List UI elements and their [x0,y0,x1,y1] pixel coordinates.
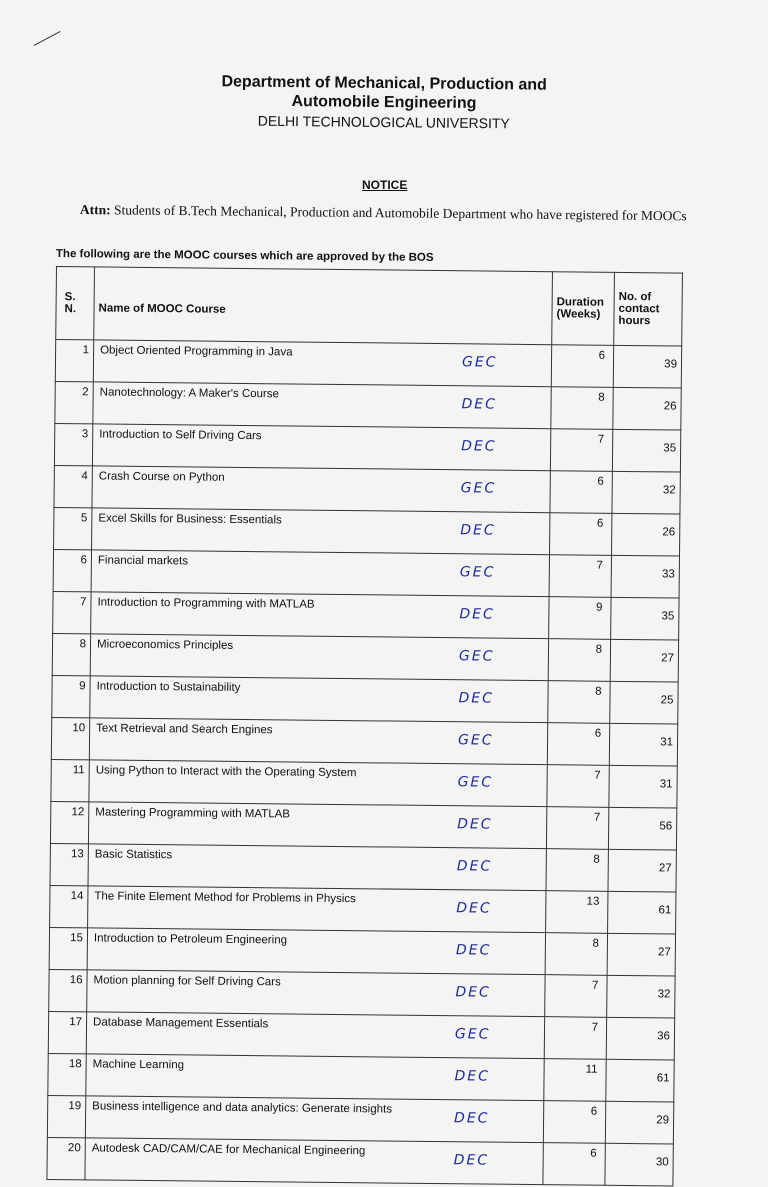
row-duration-weeks: 7 [544,1017,606,1060]
table-row [47,1095,673,1144]
row-contact-hours: 31 [609,765,677,808]
row-course-name-cell [90,634,548,681]
row-category-code: DEC [455,942,492,959]
row-contact-hours: 27 [610,639,678,682]
table-row [50,843,676,892]
row-course-name: Mastering Programming with MATLAB [95,806,291,821]
row-course-name-cell [87,970,545,1017]
row-contact-hours: 35 [611,597,679,640]
lead-text: The following are the MOOC courses which are approved by the BOS [55,248,434,264]
table-row [52,633,678,682]
row-serial-number: 2 [55,381,93,423]
table-header-row [56,267,683,347]
row-duration-weeks: 6 [550,513,612,556]
attention-paragraph [80,203,720,224]
row-category-code: GEC [457,774,494,791]
row-serial-number: 16 [49,969,87,1011]
table-row [50,885,676,934]
row-category-code: GEC [454,1026,491,1043]
row-contact-hours: 32 [607,975,675,1018]
row-course-name: Crash Course on Python [98,470,225,484]
department-title-line-2: Automobile Engineering [291,93,477,112]
row-category-code: DEC [456,858,493,875]
row-contact-hours: 26 [613,387,681,430]
row-serial-number: 9 [52,675,90,717]
table-row [53,591,679,640]
row-category-code: DEC [460,522,496,539]
row-course-name: Excel Skills for Business: Essentials [98,512,282,527]
row-serial-number: 20 [47,1137,85,1179]
row-course-name-cell [88,802,546,849]
table-row [52,675,678,724]
row-serial-number: 5 [54,507,92,549]
row-category-code: GEC [457,732,494,749]
row-serial-number: 8 [52,633,90,675]
row-course-name: Basic Statistics [94,848,173,862]
row-contact-hours: 26 [612,513,680,556]
header-course-name: Name of MOOC Course [94,267,553,345]
row-course-name-cell [93,382,551,429]
row-duration-weeks: 8 [548,681,610,724]
row-serial-number: 3 [54,423,92,465]
table-row [54,423,680,472]
header-sn: S. N. [56,267,95,340]
row-category-code: GEC [461,354,498,371]
row-category-code: DEC [461,396,498,413]
row-serial-number: 11 [51,759,89,801]
row-course-name: Financial markets [97,554,189,568]
table-row [47,1137,673,1186]
row-contact-hours: 31 [609,723,677,766]
row-category-code: DEC [461,438,497,455]
row-course-name: Introduction to Self Driving Cars [99,428,262,443]
pen-tick-mark [34,31,61,46]
row-contact-hours: 33 [611,555,679,598]
mooc-course-table [46,266,683,1187]
row-course-name: Machine Learning [92,1058,185,1072]
row-contact-hours: 32 [612,471,680,514]
mooc-table-container [46,266,682,1187]
row-course-name-cell [87,928,545,975]
row-serial-number: 18 [48,1053,86,1095]
row-category-code: GEC [459,564,496,581]
row-duration-weeks: 8 [548,639,610,682]
row-course-name-cell [91,550,549,597]
row-serial-number: 13 [50,843,88,885]
row-course-name-cell [85,1138,543,1185]
row-course-name: The Finite Element Method for Problems in Physics [94,890,356,906]
row-course-name: Database Management Essentials [93,1016,269,1031]
university-name: DELHI TECHNOLOGICAL UNIVERSITY [257,112,510,132]
row-course-name-cell [86,1054,544,1101]
row-category-code: DEC [453,1152,490,1169]
row-duration-weeks: 7 [547,765,609,808]
row-duration-weeks: 7 [549,555,611,598]
row-duration-weeks: 6 [547,723,609,766]
row-course-name: Introduction to Programming with MATLAB [97,596,315,611]
row-course-name-cell [88,844,546,891]
row-category-code: GEC [458,648,495,665]
row-category-code: GEC [460,480,497,497]
row-category-code: DEC [455,984,491,1001]
row-serial-number: 1 [55,340,93,382]
table-row [48,1053,674,1102]
row-duration-weeks: 13 [546,891,608,934]
table-row [51,717,677,766]
row-contact-hours: 56 [608,807,676,850]
table-row [51,759,677,808]
row-duration-weeks: 8 [551,387,613,430]
row-duration-weeks: 6 [543,1101,605,1144]
table-row [53,549,679,598]
row-serial-number: 4 [54,465,92,507]
row-course-name: Introduction to Petroleum Engineering [93,932,288,947]
row-contact-hours: 36 [606,1017,674,1060]
row-contact-hours: 35 [612,429,680,472]
row-course-name-cell [85,1096,543,1143]
row-course-name-cell [92,466,550,513]
row-duration-weeks: 7 [550,429,612,472]
row-course-name-cell [91,592,549,639]
row-course-name-cell [90,676,548,723]
row-duration-weeks: 6 [543,1143,605,1186]
row-contact-hours: 29 [605,1101,673,1144]
row-duration-weeks: 7 [546,807,608,850]
row-category-code: DEC [456,900,492,917]
row-contact-hours: 27 [607,933,675,976]
row-serial-number: 14 [50,885,88,927]
row-serial-number: 7 [53,591,91,633]
row-serial-number: 6 [53,549,91,591]
row-contact-hours: 25 [610,681,678,724]
row-course-name-cell [89,718,547,765]
table-row [54,507,680,556]
header-duration: Duration (Weeks) [552,272,615,346]
row-category-code: DEC [459,606,495,623]
row-duration-weeks: 6 [550,471,612,514]
row-course-name: Autodesk CAD/CAM/CAE for Mechanical Engineering [91,1142,366,1158]
department-title-line-1: Department of Mechanical, Production and [221,73,547,94]
row-duration-weeks: 8 [545,933,607,976]
row-serial-number: 17 [48,1011,86,1053]
row-course-name-cell [89,760,547,807]
row-duration-weeks: 9 [549,597,611,640]
row-course-name: Text Retrieval and Search Engines [96,722,273,737]
table-row [48,1011,674,1060]
table-row [55,381,681,430]
attn-text: Students of B.Tech Mechanical, Production and Automobile Department who have registered for MOOCs [113,202,687,224]
row-duration-weeks: 6 [551,345,613,388]
row-course-name: Microeconomics Principles [96,638,234,652]
row-serial-number: 10 [51,717,89,759]
row-course-name-cell [86,1012,544,1059]
row-course-name: Using Python to Interact with the Operating System [95,764,357,780]
table-row [49,969,675,1018]
row-course-name: Object Oriented Programming in Java [100,344,293,359]
notice-title: NOTICE [362,178,408,192]
row-course-name-cell [88,886,546,933]
row-duration-weeks: 11 [544,1059,606,1102]
row-course-name-cell [92,424,550,471]
row-category-code: DEC [454,1110,490,1127]
table-row [55,340,681,389]
row-serial-number: 19 [47,1095,85,1137]
row-contact-hours: 30 [605,1143,673,1186]
row-course-name-cell [93,340,551,387]
row-category-code: DEC [457,816,493,833]
row-serial-number: 12 [50,801,88,843]
header-contact-hours: No. of contact hours [614,272,683,346]
row-contact-hours: 61 [606,1059,674,1102]
row-contact-hours: 61 [608,891,676,934]
table-row [50,801,676,850]
document-header [0,70,768,135]
row-category-code: DEC [454,1068,491,1085]
row-course-name: Business intelligence and data analytics: Generate insights [92,1100,393,1116]
row-category-code: DEC [458,690,494,707]
attn-label: Attn: [79,202,111,218]
row-duration-weeks: 8 [546,849,608,892]
table-row [49,927,675,976]
row-contact-hours: 39 [613,345,681,388]
row-course-name: Motion planning for Self Driving Cars [93,974,281,989]
row-course-name: Nanotechnology: A Maker's Course [99,386,280,401]
row-serial-number: 15 [49,927,87,969]
row-contact-hours: 27 [608,849,676,892]
row-duration-weeks: 7 [545,975,607,1018]
table-row [54,465,680,514]
row-course-name: Introduction to Sustainability [96,680,241,694]
row-course-name-cell [92,508,550,555]
